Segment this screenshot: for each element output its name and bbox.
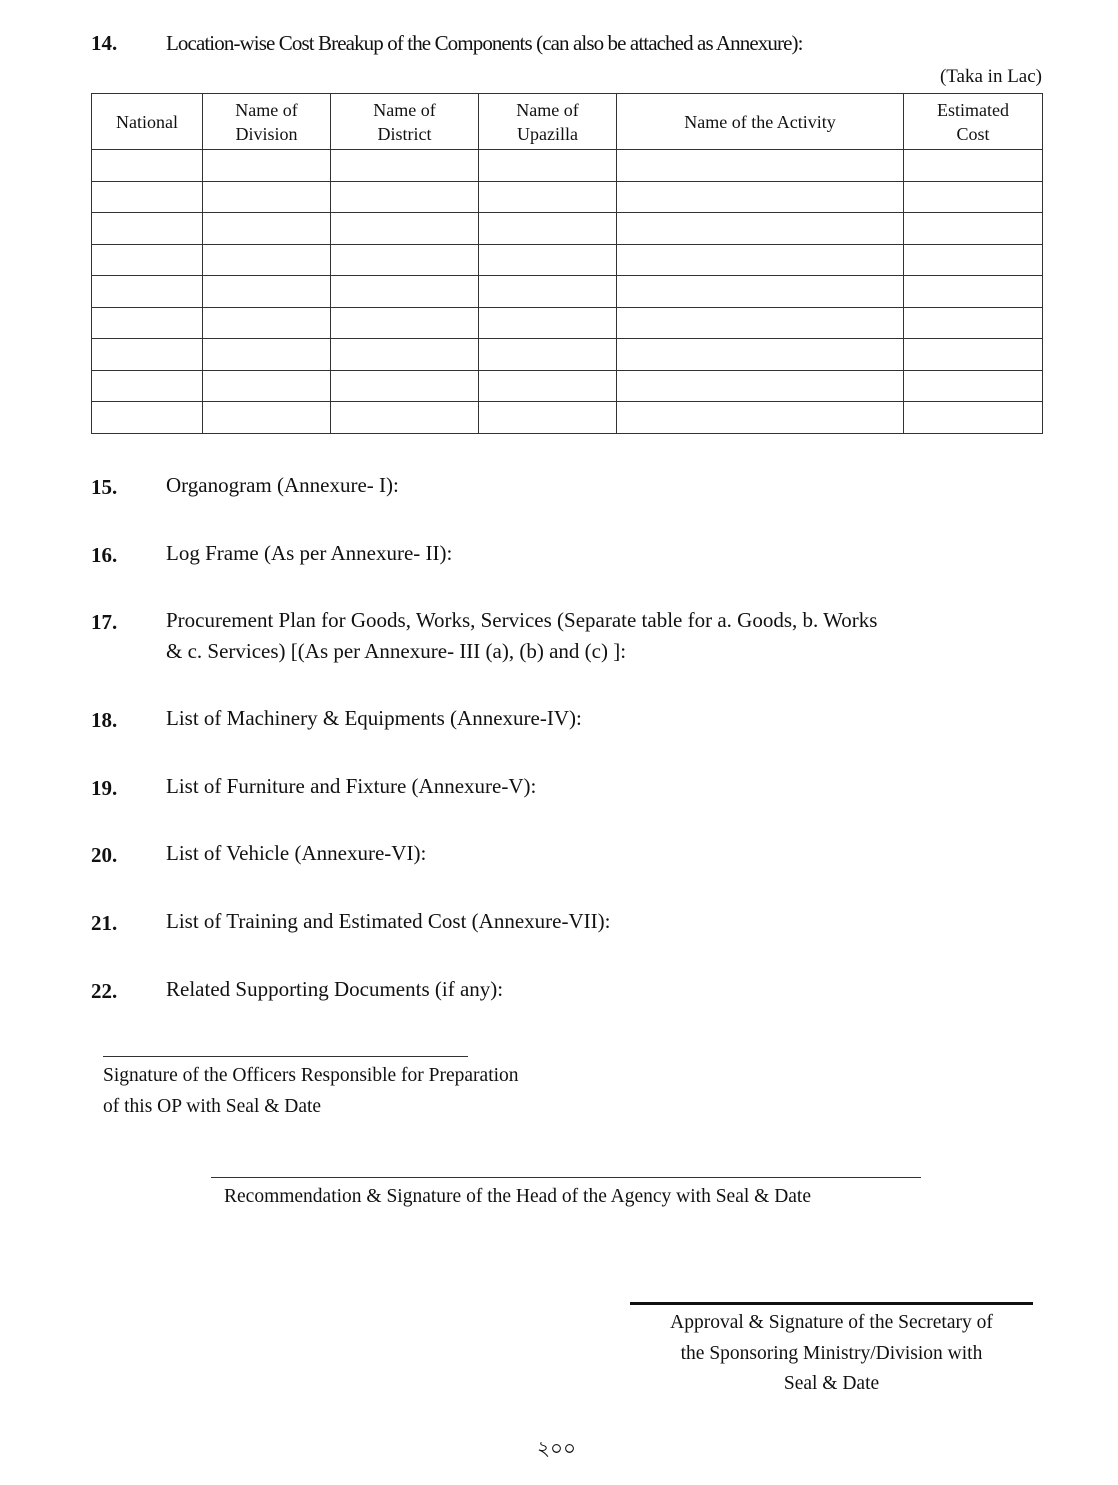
cell-estimated-cost[interactable]	[904, 244, 1043, 276]
table-header-row	[92, 94, 1043, 150]
cell-district[interactable]	[331, 244, 479, 276]
table-row	[92, 276, 1043, 308]
item-number-19: 19.	[91, 776, 118, 800]
header-activity: Name of the Activity	[617, 94, 904, 150]
item-number-16: 16.	[91, 543, 118, 567]
header-division: Name of Division	[203, 94, 331, 150]
cell-national[interactable]	[92, 307, 203, 339]
officers-signature-label-line1: Signature of the Officers Responsible for Preparation	[103, 1065, 519, 1086]
item-number-21: 21.	[91, 911, 118, 935]
head-of-agency-signature-label: Recommendation & Signature of the Head of the Agency with Seal & Date	[224, 1186, 812, 1207]
cell-activity[interactable]	[617, 181, 904, 213]
cell-district[interactable]	[331, 402, 479, 434]
cell-division[interactable]	[203, 213, 331, 245]
cell-division[interactable]	[203, 339, 331, 371]
cell-national[interactable]	[92, 370, 203, 402]
cell-upazilla[interactable]	[479, 150, 617, 182]
item-text-15: Organogram (Annexure- I):	[166, 473, 399, 497]
table-row	[92, 339, 1043, 371]
item-text-19: List of Furniture and Fixture (Annexure-V):	[166, 774, 537, 798]
cell-district[interactable]	[331, 213, 479, 245]
unit-note: (Taka in Lac)	[939, 66, 1042, 87]
cell-upazilla[interactable]	[479, 276, 617, 308]
cell-national[interactable]	[92, 181, 203, 213]
cell-activity[interactable]	[617, 150, 904, 182]
cell-national[interactable]	[92, 402, 203, 434]
table-row	[92, 370, 1043, 402]
cell-upazilla[interactable]	[479, 370, 617, 402]
cell-upazilla[interactable]	[479, 339, 617, 371]
cell-national[interactable]	[92, 213, 203, 245]
cell-activity[interactable]	[617, 370, 904, 402]
item-number-22: 22.	[91, 979, 118, 1003]
header-district: Name of District	[331, 94, 479, 150]
cell-upazilla[interactable]	[479, 181, 617, 213]
item-text-21: List of Training and Estimated Cost (Annexure-VII):	[166, 909, 611, 933]
officers-signature-line	[103, 1056, 468, 1057]
cell-district[interactable]	[331, 339, 479, 371]
cell-division[interactable]	[203, 307, 331, 339]
cell-national[interactable]	[92, 244, 203, 276]
header-upazilla: Name of Upazilla	[479, 94, 617, 150]
cell-district[interactable]	[331, 150, 479, 182]
header-estimated-cost: Estimated Cost	[904, 94, 1043, 150]
header-national: National	[92, 94, 203, 150]
item-text-17-line1: Procurement Plan for Goods, Works, Services (Separate table for a. Goods, b. Works	[166, 608, 878, 632]
secretary-signature-label-line1: Approval & Signature of the Secretary of	[670, 1312, 993, 1333]
cell-division[interactable]	[203, 244, 331, 276]
secretary-signature-line	[630, 1302, 1033, 1305]
cell-estimated-cost[interactable]	[904, 150, 1043, 182]
cell-estimated-cost[interactable]	[904, 181, 1043, 213]
cell-estimated-cost[interactable]	[904, 213, 1043, 245]
cell-district[interactable]	[331, 276, 479, 308]
cell-national[interactable]	[92, 276, 203, 308]
cell-division[interactable]	[203, 402, 331, 434]
cell-district[interactable]	[331, 307, 479, 339]
cell-upazilla[interactable]	[479, 213, 617, 245]
item-text-17-line2: & c. Services) [(As per Annexure- III (a), (b) and (c) ]:	[166, 639, 627, 663]
cell-estimated-cost[interactable]	[904, 370, 1043, 402]
location-cost-table	[91, 93, 1043, 434]
cell-activity[interactable]	[617, 244, 904, 276]
cell-estimated-cost[interactable]	[904, 339, 1043, 371]
officers-signature-label-line2: of this OP with Seal & Date	[103, 1096, 322, 1117]
item-number-18: 18.	[91, 708, 118, 732]
cell-upazilla[interactable]	[479, 307, 617, 339]
cell-activity[interactable]	[617, 213, 904, 245]
cell-division[interactable]	[203, 370, 331, 402]
table-row	[92, 213, 1043, 245]
cell-division[interactable]	[203, 276, 331, 308]
cell-activity[interactable]	[617, 276, 904, 308]
cell-district[interactable]	[331, 181, 479, 213]
cell-division[interactable]	[203, 150, 331, 182]
cell-activity[interactable]	[617, 307, 904, 339]
cell-activity[interactable]	[617, 402, 904, 434]
item-text-22: Related Supporting Documents (if any):	[166, 977, 504, 1001]
item-title-14: Location-wise Cost Breakup of the Components (can also be attached as Annexure):	[166, 31, 803, 55]
item-number-20: 20.	[91, 843, 118, 867]
item-number-14: 14.	[91, 31, 118, 55]
table-row	[92, 307, 1043, 339]
item-text-16: Log Frame (As per Annexure- II):	[166, 541, 453, 565]
cell-upazilla[interactable]	[479, 244, 617, 276]
cell-national[interactable]	[92, 339, 203, 371]
cell-district[interactable]	[331, 370, 479, 402]
cell-upazilla[interactable]	[479, 402, 617, 434]
secretary-signature-label-line2: the Sponsoring Ministry/Division with	[680, 1343, 983, 1364]
cell-estimated-cost[interactable]	[904, 276, 1043, 308]
item-text-18: List of Machinery & Equipments (Annexure-IV):	[166, 706, 582, 730]
item-number-15: 15.	[91, 475, 118, 499]
cell-national[interactable]	[92, 150, 203, 182]
cell-estimated-cost[interactable]	[904, 402, 1043, 434]
cell-division[interactable]	[203, 181, 331, 213]
table-row	[92, 181, 1043, 213]
table-row	[92, 150, 1043, 182]
page-number: ২০০	[537, 1436, 577, 1460]
item-text-20: List of Vehicle (Annexure-VI):	[166, 841, 427, 865]
table-row	[92, 402, 1043, 434]
item-number-17: 17.	[91, 610, 118, 634]
table-row	[92, 244, 1043, 276]
secretary-signature-label-line3: Seal & Date	[783, 1373, 880, 1394]
head-of-agency-signature-line	[211, 1177, 921, 1178]
cell-estimated-cost[interactable]	[904, 307, 1043, 339]
cell-activity[interactable]	[617, 339, 904, 371]
